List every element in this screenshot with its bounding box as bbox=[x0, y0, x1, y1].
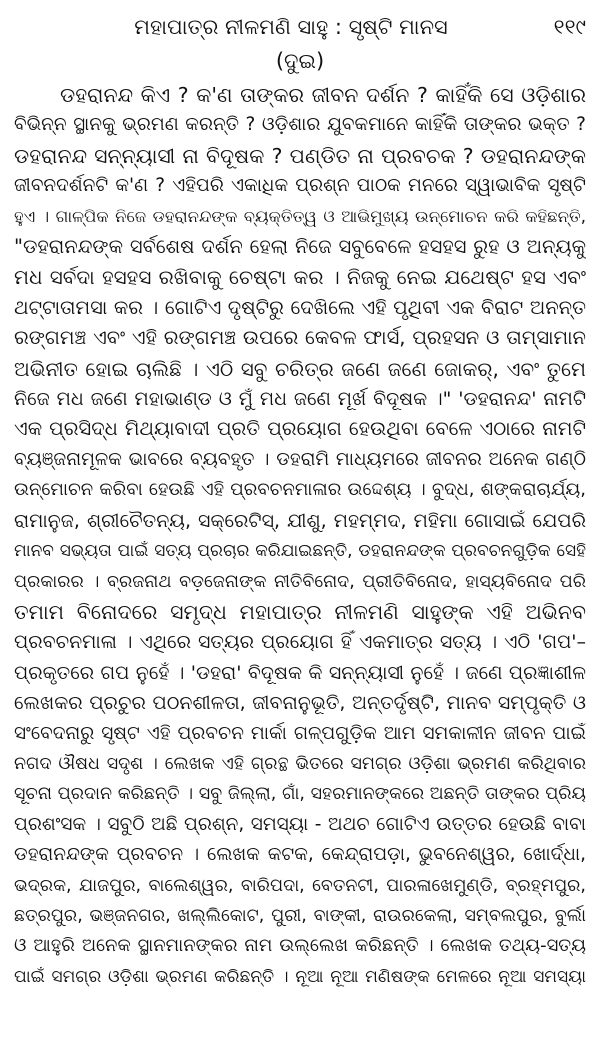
text-line: ପ୍ରଶଂସକ । ସବୁଠି ଅଛି ପ୍ରଶ୍ନ, ସମସ୍ୟା - ଅଥଚ ଗୋଟିଏ ଉତ୍ତର ହେଉଛି ବାବା bbox=[14, 813, 586, 835]
text-line: ପାଇଁ ସମଗ୍ର ଓଡ଼ିଶା ଭ୍ରମଣ କରିଛନ୍ତି । ନୂଆ ନୂଆ ମଣିଷଙ୍କ ମେଳରେ ନୂଆ ସମସ୍ୟା bbox=[14, 966, 586, 987]
text-line: ବିଭିନ୍ନ ସ୍ଥାନକୁ ଭ୍ରମଣ କରନ୍ତି ? ଓଡ଼ିଶାର ଯୁବକମାନେ କାହିଁକି ତାଙ୍କର ଭକ୍ତ ? bbox=[14, 114, 586, 136]
text-line: ଡହରାନନ୍ଦ କିଏ ? କ'ଣ ତାଙ୍କର ଜୀବନ ଦର୍ଶନ ? କାହିଁକି ସେ ଓଡ଼ିଶାର bbox=[60, 83, 586, 107]
text-line: ପ୍ରକୃତରେ ଗପ ନୁହେଁ । 'ଡହରା' ବିଦୂଷକ କି ସନ୍ନ୍ୟାସୀ ନୁହେଁ । ଜଣେ ପ୍ରଜ୍ଞାଶୀଳ bbox=[14, 661, 586, 684]
text-line: ମଧ ସର୍ବଦା ହସହସ ରଖିବାକୁ ଚେଷ୍ଟା କର । ନିଜକୁ ନେଇ ଯଥେଷ୍ଟ ହସ ଏବଂ bbox=[14, 265, 586, 290]
text-line: ଥଟ୍ଟାତାମସା କର । ଗୋଟିଏ ଦୃଷ୍ଟିରୁ ଦେଖିଲେ ଏହି ପୃଥିବୀ ଏକ ବିରାଟ ଅନନ୍ତ bbox=[14, 295, 586, 319]
text-line: ଉନ୍ମୋଚନ କରିବା ହେଉଛି ଏହି ପ୍ରବଚନମାଳାର ଉଦ୍ଦେଶ୍ୟ । ବୁଦ୍ଧ, ଶଙ୍କରାଚାର୍ଯ୍ୟ, bbox=[14, 479, 586, 501]
text-line: ଏକ ପ୍ରସିଦ୍ଧ ମିଥ୍ୟାବାଦୀ ପ୍ରତି ପ୍ରୟୋଗ ହେଉଥିବା ବେଳେ ଏଠାରେ ନାମଟି bbox=[14, 417, 586, 441]
running-header bbox=[14, 12, 586, 44]
text-line: ଭଦ୍ରକ, ଯାଜପୁର, ବାଲେଶ୍ୱର, ବାରିପଦା, ବେତନଟୀ, ପାରଳାଖେମୁଣ୍ଡି, ବ୍ରହ୍ମପୁର, bbox=[14, 875, 586, 896]
running-title: ମହାପାତ୍ର ନୀଳମଣି ସାହୁ : ସୃଷ୍ଟି ମାନସ bbox=[134, 15, 448, 39]
text-line: ତମାମ ବିନୋଦରେ ସମୃଦ୍ଧ ମହାପାତ୍ର ନୀଳମଣି ସାହୁଙ୍କ ଏହି ଅଭିନବ bbox=[14, 599, 586, 624]
text-line: ଜୀବନଦର୍ଶନଟି କ'ଣ ? ଏହିପରି ଏକାଧିକ ପ୍ରଶ୍ନ ପାଠକ ମନରେ ସ୍ୱାଭାବିକ ସୃଷ୍ଟି bbox=[14, 175, 586, 197]
text-line: ଓ ଆହୁରି ଅନେକ ସ୍ଥାନମାନଙ୍କର ନାମ ଉଲ୍ଲେଖ କରିଛନ୍ତି । ଲେଖକ ତଥ୍ୟ-ସତ୍ୟ bbox=[14, 935, 586, 957]
text-line: ସୂଚନା ପ୍ରଦାନ କରିଛନ୍ତି । ସବୁ ଜିଲ୍ଲା, ଗାଁ, ସହରମାନଙ୍କରେ ଅଛନ୍ତି ତାଙ୍କର ପ୍ରିୟ bbox=[14, 784, 586, 805]
text-line: ଡହରାନନ୍ଦଙ୍କ ପ୍ରବଚନ । ଲେଖକ କଟକ, କେନ୍ଦ୍ରାପଡ଼ା, ଭୁବନେଶ୍ୱର, ଖୋର୍ଦ୍ଧା, bbox=[14, 844, 586, 866]
text-line: ନଗଦ ଔଷଧ ସଦୃଶ । ଲେଖକ ଏହି ଗ୍ରନ୍ଥ ଭିତରେ ସମଗ୍ର ଓଡ଼ିଶା ଭ୍ରମଣ କରିଥିବାର bbox=[14, 753, 586, 774]
section-title: (ଦୁଇ) bbox=[275, 49, 325, 73]
text-line: ରାମାନୁଜ, ଶ୍ରୀଚୈତନ୍ୟ, ସକ୍ରେଟିସ୍, ଯୀଶୁ, ମହମ୍ମଦ, ମହିମା ଗୋସାଇଁ ଯେପରି bbox=[14, 509, 586, 532]
text-line: ହୁଏ । ଗାଳ୍ପିକ ନିଜେ ଡହରାନନ୍ଦଙ୍କ ବ୍ୟକ୍ତିତ୍ୱ ଓ ଆଭିମୁଖ୍ୟ ଉନ୍ମୋଚନ କରି କହିଛନ୍ତି, bbox=[14, 206, 586, 226]
text-line: ନିଜେ ମଧ ଜଣେ ମହାଭାଣ୍ଡ ଓ ମୁଁ ମଧ ଜଣେ ମୂର୍ଖ ବିଦୂଷକ ।" 'ଡହରାନନ୍ଦ' ନାମଟି bbox=[14, 388, 586, 411]
text-line: "ଡହରାନନ୍ଦଙ୍କ ସର୍ବଶେଷ ଦର୍ଶନ ହେଲା ନିଜେ ସବୁବେଳେ ହସହସ ରୁହ ଓ ଅନ୍ୟକୁ bbox=[14, 235, 586, 259]
text-line: ପ୍ରକାରର । ବ୍ରଜନାଥ ବଡ଼ଜେନାଙ୍କ ନୀତିବିନୋଦ, ପ୍ରୀତିବିନୋଦ, ହାସ୍ୟବିନୋଦ ପରି bbox=[14, 571, 586, 592]
text-line: ଲେଖକର ପ୍ରଚୁର ପଠନଶୀଳତା, ଜୀବନାନୁଭୂତି, ଅନ୍ତର୍ଦୃଷ୍ଟି, ମାନବ ସମ୍ପୃକ୍ତି ଓ bbox=[14, 692, 586, 715]
text-line: ରଙ୍ଗମଞ୍ଚ ଏବଂ ଏହି ରଙ୍ଗମଞ୍ଚ ଉପରେ କେବଳ ଫାର୍ସ, ପ୍ରହସନ ଓ ତାମ୍ସାମାନ bbox=[14, 326, 586, 350]
text-line: ଡହରାନନ୍ଦ ସନ୍ନ୍ୟାସୀ ନା ବିଦୂଷକ ? ପଣ୍ଡିତ ନା ପ୍ରବଚକ ? ଡହରାନନ୍ଦଙ୍କ bbox=[14, 143, 586, 168]
text-line: ମାନବ ସଭ୍ୟତା ପାଇଁ ସତ୍ୟ ପ୍ରଚାର କରିଯାଇଛନ୍ତି, ଡହରାନନ୍ଦଙ୍କ ପ୍ରବଚନଗୁଡ଼ିକ ସେହି bbox=[14, 541, 586, 562]
text-line: ସଂବେଦନାରୁ ସୃଷ୍ଟ ଏହି ପ୍ରବଚନ ମାର୍କା ଗଳ୍ପଗୁଡ଼ିକ ଆମ ସମକାଳୀନ ଜୀବନ ପାଇଁ bbox=[14, 722, 586, 744]
text-line: ଛତ୍ରପୁର, ଭଞ୍ଜନଗର, ଖଲ୍ଲିକୋଟ, ପୁରୀ, ବାଙ୍କୀ, ରାଉରକେଲା, ସମ୍ବଲପୁର, ବୁର୍ଲା bbox=[14, 905, 586, 926]
text-line: ଅଭିନୀତ ହୋଇ ଚାଲିଛି । ଏଠି ସବୁ ଚରିତ୍ର ଜଣେ ଜଣେ ଜୋକର୍, ଏବଂ ତୁମେ bbox=[14, 356, 586, 381]
page-number: ୧୧୯ bbox=[553, 15, 586, 39]
text-line: ପ୍ରବଚନମାଳା । ଏଥିରେ ସତ୍ୟର ପ୍ରୟୋଗ ହିଁ ଏକମାତ୍ର ସତ୍ୟ । ଏଠି 'ଗପ'– bbox=[14, 631, 586, 654]
text-line: ବ୍ୟଞ୍ଜନାମୂଳକ ଭାବରେ ବ୍ୟବହୃତ । ଡହରାମି ମାଧ୍ୟମରେ ଜୀବନର ଅନେକ ଗଣ୍ଠି bbox=[14, 448, 586, 470]
body-paragraph bbox=[14, 80, 586, 992]
